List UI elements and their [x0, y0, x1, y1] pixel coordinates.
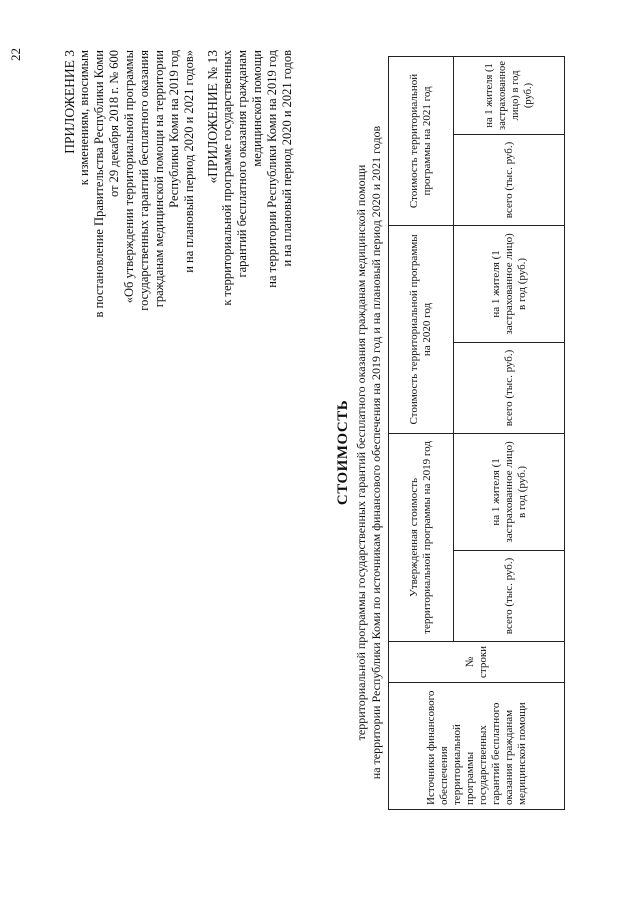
appendix-line: Республики Коми на 2019 год [167, 50, 181, 208]
subheader-2021-total: всего (тыс. руб.) [454, 134, 565, 225]
appendix-line: к изменениям, вносимым [77, 50, 91, 186]
header-source: Источники финансового обеспечения территориальной программы государственных гарантий бесплатного оказания гражданам медицинской помощи [389, 683, 565, 810]
header-2019: Утвержденная стоимость территориальной программы на 2019 год [389, 433, 454, 641]
header-row-number: № строки [389, 641, 565, 682]
annex-line: к территориальной программе государственных [220, 50, 234, 306]
subheader-2021-per-capita: на 1 жителя (1 застрахованное лицо) в год (руб.) [454, 56, 565, 134]
appendix-line: гражданам медицинской помощи на территории [152, 50, 166, 308]
header-2020: Стоимость территориальной программы на 2020 год [389, 225, 454, 433]
document-subtitle: территориальной программы государственных гарантий бесплатного оказания гражданам медицинской помощи [354, 164, 368, 741]
header-2021: Стоимость территориальной программы на 2021 год [389, 56, 454, 225]
appendix-heading: ПРИЛОЖЕНИЕ 3 [62, 50, 77, 154]
annex-heading: «ПРИЛОЖЕНИЕ № 13 [205, 50, 220, 184]
appendix-line: и на плановый период 2020 и 2021 годов» [182, 50, 196, 273]
appendix-line: государственных гарантий бесплатного оказания [137, 50, 151, 311]
appendix-header [62, 50, 197, 470]
appendix-line: от 29 декабря 2018 г. № 600 [107, 50, 121, 198]
subheader-2020-per-capita: на 1 жителя (1 застрахованное лицо) в год (руб.) [454, 225, 565, 342]
annex-line: гарантий бесплатного оказания гражданам [235, 50, 249, 278]
page-number: 22 [8, 48, 23, 61]
document-subtitle: на территории Республики Коми по источникам финансового обеспечения на 2019 год и на плановый период 2020 и 2021 годов [369, 125, 383, 780]
table-header-row [389, 56, 454, 809]
annex-line: на территории Республики Коми на 2019 год [265, 50, 279, 288]
subheader-2019-per-capita: на 1 жителя (1 застрахованное лицо) в год (руб.) [454, 433, 565, 550]
annex-header [205, 50, 295, 470]
appendix-line: «Об утверждении территориальной программы [122, 50, 136, 304]
subheader-2020-total: всего (тыс. руб.) [454, 342, 565, 433]
subheader-2019-total: всего (тыс. руб.) [454, 550, 565, 641]
annex-line: и на плановый период 2020 и 2021 годов [280, 50, 294, 267]
annex-line: медицинской помощи [250, 50, 264, 167]
appendix-line: в постановление Правительства Республики Коми [92, 50, 106, 318]
cost-table [388, 56, 565, 810]
document-title: СТОИМОСТЬ [335, 399, 351, 506]
document-title-block [335, 90, 384, 815]
